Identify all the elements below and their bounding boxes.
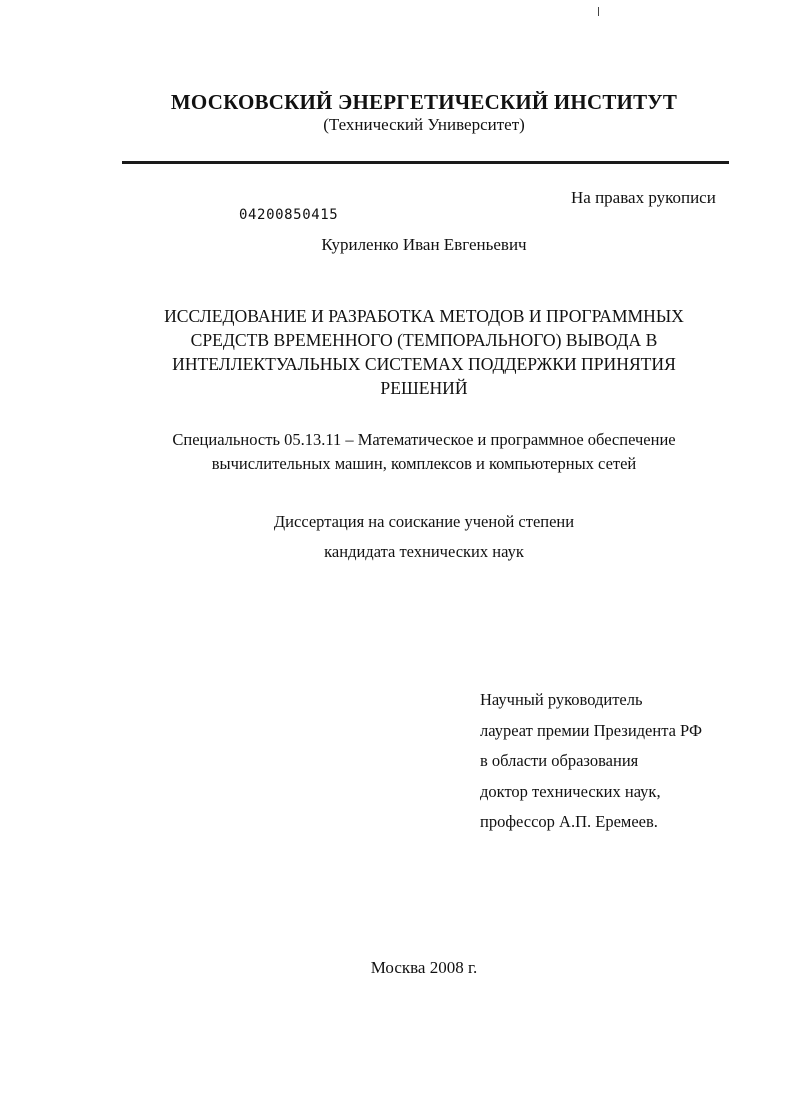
title-line: ИССЛЕДОВАНИЕ И РАЗРАБОТКА МЕТОДОВ И ПРОГРАММНЫХ [164,306,684,326]
specialty [0,428,796,476]
title-line: СРЕДСТВ ВРЕМЕННОГО (ТЕМПОРАЛЬНОГО) ВЫВОДА В [190,330,658,350]
scientific-advisor [480,685,702,838]
institute-subtitle: (Технический Университет) [323,115,525,134]
header-divider [122,161,729,164]
city-year: Москва 2008 г. [370,958,478,977]
advisor-line: Научный руководитель [480,690,643,709]
scan-artifact-mark [598,7,599,16]
advisor-line: профессор А.П. Еремеев. [480,812,658,831]
specialty-line: Специальность 05.13.11 – Математическое и программное обеспечение [172,430,676,449]
advisor-line: в области образования [480,751,639,770]
advisor-line: доктор технических наук, [480,781,661,801]
institute-name: МОСКОВСКИЙ ЭНЕРГЕТИЧЕСКИЙ ИНСТИТУТ [170,90,678,114]
author-name: Куриленко Иван Евгеньевич [321,235,527,254]
degree-statement [0,507,796,567]
title-line: ИНТЕЛЛЕКТУАЛЬНЫХ СИСТЕМАХ ПОДДЕРЖКИ ПРИНЯТИЯ [172,354,676,374]
dissertation-title [0,304,796,400]
degree-line: кандидата технических наук [324,542,524,561]
specialty-line: вычислительных машин, комплексов и компьютерных сетей [211,454,637,473]
advisor-line: лауреат премии Президента РФ [480,720,702,740]
degree-line: Диссертация на соискание ученой степени [273,512,575,531]
document-code: 04200850415 [239,207,339,223]
manuscript-rights: На правах рукописи [571,188,716,207]
title-line: РЕШЕНИЙ [380,378,468,398]
